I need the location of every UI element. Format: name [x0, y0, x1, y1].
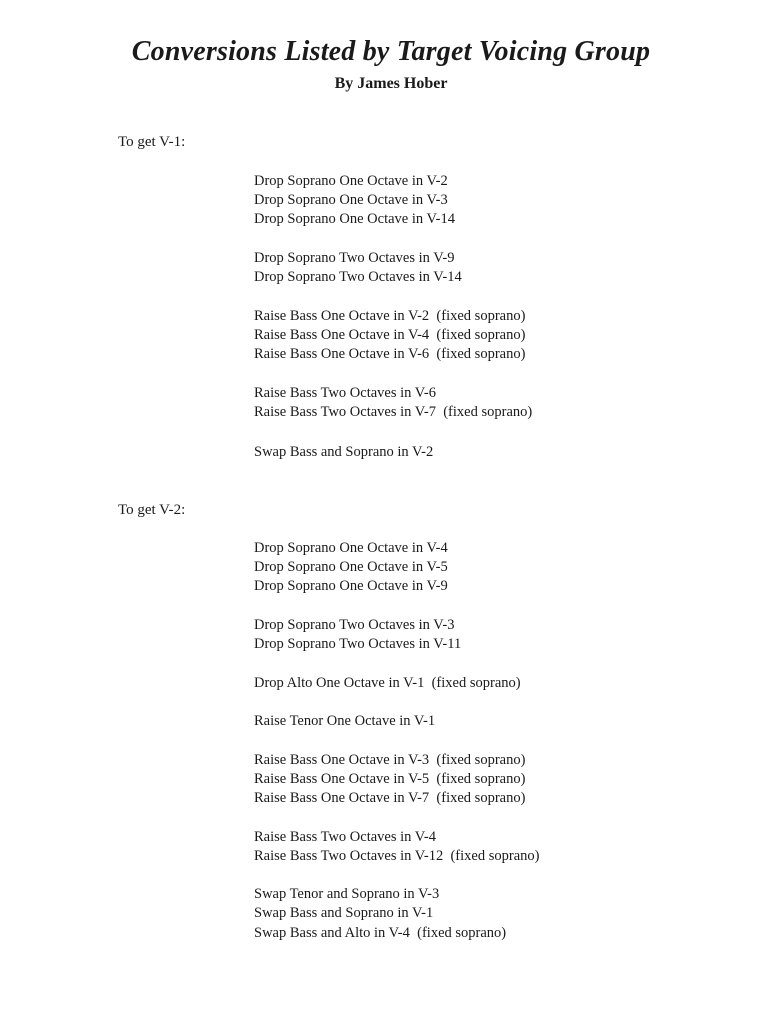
conversion-line: Raise Bass One Octave in V-5 (fixed soprano): [254, 771, 526, 787]
conversion-line: Swap Bass and Alto in V-4 (fixed soprano): [254, 925, 507, 941]
conversion-line: Raise Bass Two Octaves in V-4: [254, 829, 436, 845]
conversion-line: Drop Alto One Octave in V-1 (fixed soprano): [254, 675, 521, 691]
conversion-line: Raise Bass Two Octaves in V-6: [254, 385, 436, 401]
conversion-line: Raise Bass One Octave in V-3 (fixed soprano): [254, 752, 526, 768]
conversion-line: Drop Soprano One Octave in V-4: [254, 540, 448, 556]
conversion-line: Raise Bass One Octave in V-6 (fixed soprano): [254, 346, 526, 362]
conversion-line: Swap Bass and Soprano in V-2: [254, 444, 434, 460]
section-heading-v1: To get V-1:: [118, 134, 186, 150]
conversion-line: Drop Soprano One Octave in V-9: [254, 578, 448, 594]
conversion-line: Drop Soprano One Octave in V-3: [254, 192, 448, 208]
conversion-line: Drop Soprano One Octave in V-2: [254, 173, 448, 189]
conversion-line: Raise Bass Two Octaves in V-12 (fixed soprano): [254, 848, 540, 864]
conversion-line: Swap Tenor and Soprano in V-3: [254, 886, 440, 902]
conversion-line: Drop Soprano Two Octaves in V-14: [254, 269, 462, 285]
conversion-line: Drop Soprano Two Octaves in V-9: [254, 250, 455, 266]
conversion-line: Raise Bass One Octave in V-7 (fixed soprano): [254, 790, 526, 806]
conversion-line: Raise Tenor One Octave in V-1: [254, 713, 436, 729]
conversion-line: Drop Soprano Two Octaves in V-11: [254, 636, 462, 652]
conversion-line: Drop Soprano Two Octaves in V-3: [254, 617, 455, 633]
document-author: By James Hober: [334, 75, 448, 92]
conversion-line: Drop Soprano One Octave in V-5: [254, 559, 448, 575]
document-title: Conversions Listed by Target Voicing Group: [131, 36, 651, 67]
conversion-line: Drop Soprano One Octave in V-14: [254, 211, 455, 227]
conversion-line: Raise Bass One Octave in V-2 (fixed soprano): [254, 308, 526, 324]
conversion-line: Raise Bass One Octave in V-4 (fixed soprano): [254, 327, 526, 343]
conversion-line: Raise Bass Two Octaves in V-7 (fixed soprano): [254, 404, 533, 420]
conversion-line: Swap Bass and Soprano in V-1: [254, 905, 434, 921]
section-heading-v2: To get V-2:: [118, 502, 186, 518]
